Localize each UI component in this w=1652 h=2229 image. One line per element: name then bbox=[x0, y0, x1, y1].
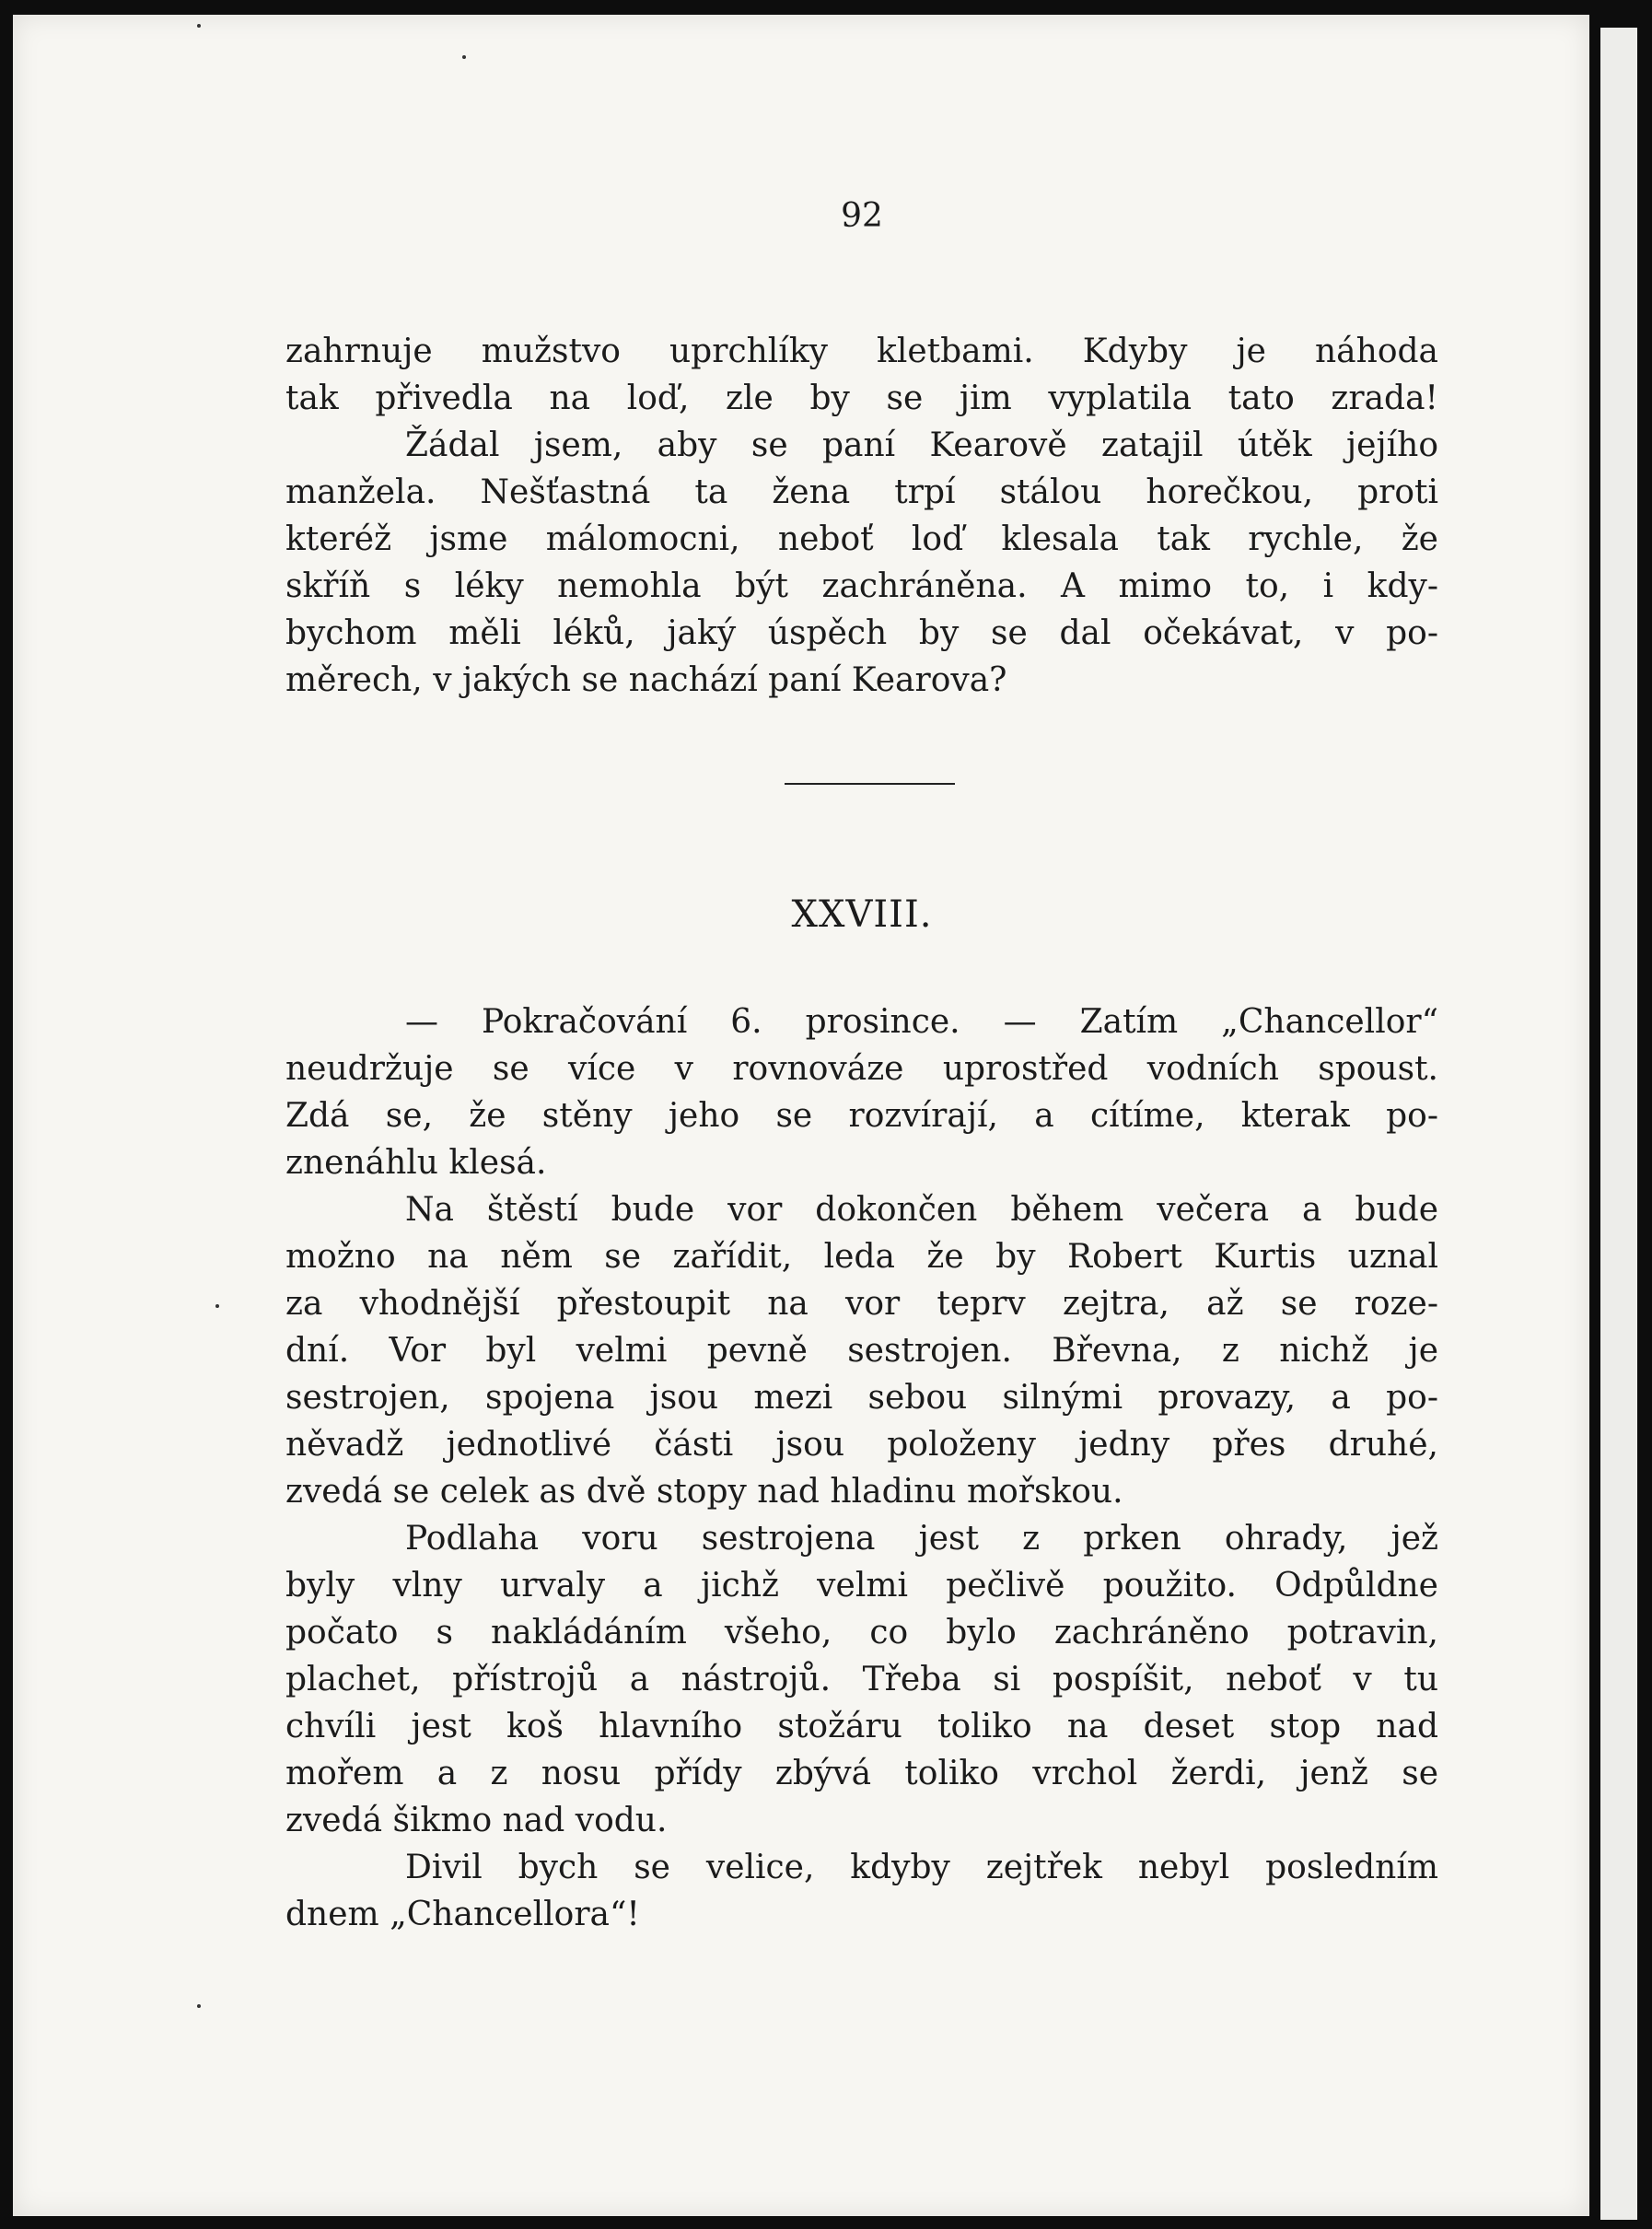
text-line: Žádal jsem, aby se paní Kearově zatajil útěk jejího bbox=[405, 426, 1438, 464]
text-line: dnem „Chancellora“! bbox=[285, 1896, 640, 1933]
text-line: Podlaha voru sestrojena jest z prken ohrady, jež bbox=[405, 1520, 1438, 1558]
text-line: počato s nakládáním všeho, co bylo zachráněno potravin, bbox=[285, 1614, 1438, 1651]
adjacent-page-edge bbox=[1600, 28, 1637, 2220]
scan-speck bbox=[197, 24, 201, 28]
text-line: zvedá se celek as dvě stopy nad hladinu mořskou. bbox=[285, 1473, 1123, 1511]
text-line: kteréž jsme málomocni, neboť loď klesala tak rychle, že bbox=[285, 520, 1438, 558]
text-line: manžela. Nešťastná ta žena trpí stálou horečkou, proti bbox=[285, 473, 1438, 511]
text-line: Divil bych se velice, kdyby zejtřek nebyl posledním bbox=[405, 1849, 1438, 1886]
paragraph-1 bbox=[285, 328, 1438, 704]
text-line: za vhodnější přestoupit na vor teprv zejtra, až se roze- bbox=[285, 1285, 1438, 1323]
section-separator bbox=[785, 783, 955, 785]
text-line: skříň s léky nemohla být zachráněna. A mimo to, i kdy- bbox=[285, 567, 1438, 605]
text-line: Na štěstí bude vor dokončen během večera a bude bbox=[405, 1191, 1438, 1229]
text-line: byly vlny urvaly a jichž velmi pečlivě použito. Odpůldne bbox=[285, 1567, 1438, 1605]
text-line: možno na něm se zařídit, leda že by Robert Kurtis uznal bbox=[285, 1238, 1438, 1276]
text-line: mořem a z nosu přídy zbývá toliko vrchol žerdi, jenž se bbox=[285, 1755, 1438, 1792]
paragraph-2 bbox=[285, 998, 1438, 1186]
text-line: neudržuje se více v rovnováze uprostřed vodních spoust. bbox=[285, 1050, 1438, 1088]
text-line: chvíli jest koš hlavního stožáru toliko na deset stop nad bbox=[285, 1708, 1438, 1745]
paragraph-3 bbox=[285, 1186, 1438, 1515]
paragraph-5 bbox=[285, 1844, 1438, 1938]
text-line: — Pokračování 6. prosince. — Zatím „Chancellor“ bbox=[405, 1003, 1438, 1041]
scan-speck bbox=[462, 55, 466, 59]
scan-speck bbox=[215, 1304, 219, 1308]
chapter-heading: XXVIII. bbox=[791, 893, 933, 936]
text-line: sestrojen, spojena jsou mezi sebou silnými provazy, a po- bbox=[285, 1379, 1438, 1417]
book-page bbox=[13, 15, 1589, 2216]
text-line: zvedá šikmo nad vodu. bbox=[285, 1802, 668, 1839]
text-line: Zdá se, že stěny jeho se rozvírají, a cítíme, kterak po- bbox=[285, 1097, 1438, 1135]
text-line: znenáhlu klesá. bbox=[285, 1144, 547, 1182]
text-line: dní. Vor byl velmi pevně sestrojen. Břevna, z nichž je bbox=[285, 1332, 1438, 1370]
text-line: měrech, v jakých se nachází paní Kearova? bbox=[285, 661, 1007, 699]
text-line: bychom měli léků, jaký úspěch by se dal očekávat, v po- bbox=[285, 614, 1438, 652]
text-line: zahrnuje mužstvo uprchlíky kletbami. Kdyby je náhoda bbox=[285, 333, 1438, 370]
text-line: tak přivedla na loď, zle by se jim vyplatila tato zrada! bbox=[285, 379, 1438, 417]
text-line: plachet, přístrojů a nástrojů. Třeba si pospíšit, neboť v tu bbox=[285, 1661, 1438, 1698]
page-number: 92 bbox=[841, 197, 883, 235]
paragraph-4 bbox=[285, 1515, 1438, 1844]
scan-speck bbox=[197, 2004, 201, 2008]
text-line: něvadž jednotlivé části jsou položeny jedny přes druhé, bbox=[285, 1426, 1438, 1464]
